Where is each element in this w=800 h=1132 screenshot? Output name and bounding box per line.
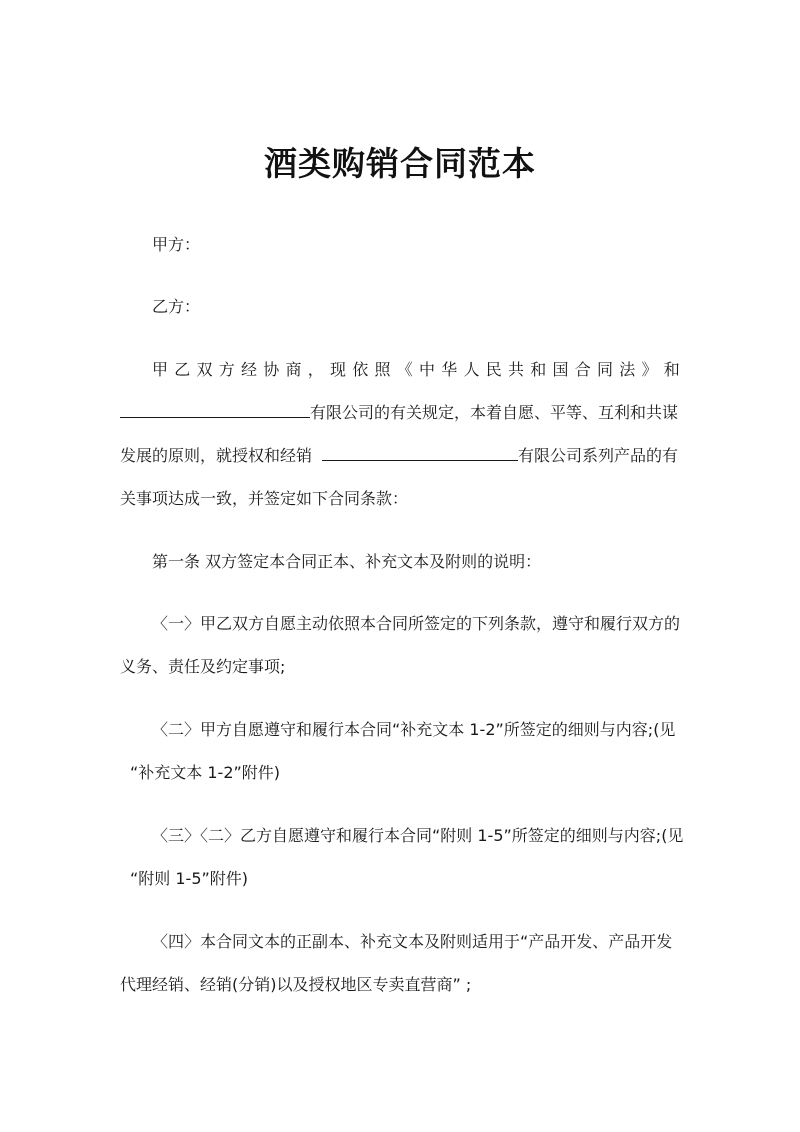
preamble-line-1-char: 共 xyxy=(508,360,525,379)
preamble-line-1-char: 照 xyxy=(374,360,391,379)
preamble-line-4: 关事项达成一致，并签定如下合同条款： xyxy=(120,489,409,508)
clause-4-line-2: 代理经销、经销(分销)以及授权地区专卖直营商” ; xyxy=(120,975,472,994)
preamble-line-1-char: 合 xyxy=(574,360,591,379)
preamble-line-1 xyxy=(152,359,680,381)
preamble-line-3 xyxy=(120,445,678,467)
document-title: 酒类购销合同范本 xyxy=(264,144,536,183)
preamble-line-1-char: 和 xyxy=(530,360,547,379)
party-a-label: 甲方： xyxy=(152,235,201,254)
preamble-line-1-char: 和 xyxy=(663,360,680,379)
preamble-line-3-suffix: 有限公司系列产品的有 xyxy=(518,446,679,465)
preamble-line-1-char: 方 xyxy=(218,360,235,379)
preamble-line-2-text: 有限公司的有关规定，本着自愿、平等、互利和共谋 xyxy=(310,403,679,422)
preamble-line-1-char: 人 xyxy=(463,360,480,379)
preamble-line-1-char: 同 xyxy=(597,360,614,379)
preamble-line-1-char: 中 xyxy=(419,360,436,379)
preamble-line-1-char: 《 xyxy=(396,360,413,379)
preamble-line-1-char: 双 xyxy=(196,360,213,379)
preamble-line-1-char: 乙 xyxy=(174,360,191,379)
clause-3-line-1: 〈三〉〈二〉乙方自愿遵守和履行本合同“附则 1-5”所签定的细则与内容;(见 xyxy=(152,826,684,845)
party-b-label: 乙方： xyxy=(152,297,201,316)
article-1-heading: 第一条 双方签定本合同正本、补充文本及附则的说明： xyxy=(152,552,542,571)
preamble-line-1-char: 协 xyxy=(263,360,280,379)
preamble-line-1-char: 经 xyxy=(241,360,258,379)
preamble-line-1-char: 法 xyxy=(619,360,636,379)
clause-2-line-1: 〈二〉甲方自愿遵守和履行本合同“补充文本 1-2”所签定的细则与内容;(见 xyxy=(152,720,676,739)
preamble-line-1-char: 国 xyxy=(552,360,569,379)
clause-1-line-1: 〈一〉甲乙双方自愿主动依照本合同所签定的下列条款，遵守和履行双方的 xyxy=(152,614,681,633)
company-blank-1[interactable] xyxy=(120,403,310,418)
clause-3-line-2: “附则 1-5”附件) xyxy=(130,869,249,888)
preamble-line-1-char: ， xyxy=(307,360,324,379)
preamble-line-1-char: 》 xyxy=(641,360,658,379)
clause-4-line-1: 〈四〉本合同文本的正副本、补充文本及附则适用于“产品开发、产品开发 xyxy=(152,932,673,951)
preamble-line-2 xyxy=(120,402,678,424)
preamble-line-3-prefix: 发展的原则，就授权和经销 xyxy=(120,446,313,465)
company-blank-2[interactable] xyxy=(322,446,518,461)
preamble-line-1-char: 民 xyxy=(485,360,502,379)
preamble-line-1-char: 甲 xyxy=(152,360,169,379)
preamble-line-1-char: 现 xyxy=(330,360,347,379)
clause-2-line-2: “补充文本 1-2”附件) xyxy=(130,763,281,782)
clause-1-line-2: 义务、责任及约定事项; xyxy=(120,657,286,676)
preamble-line-1-char: 华 xyxy=(441,360,458,379)
preamble-line-1-char: 商 xyxy=(285,360,302,379)
preamble-line-1-char: 依 xyxy=(352,360,369,379)
